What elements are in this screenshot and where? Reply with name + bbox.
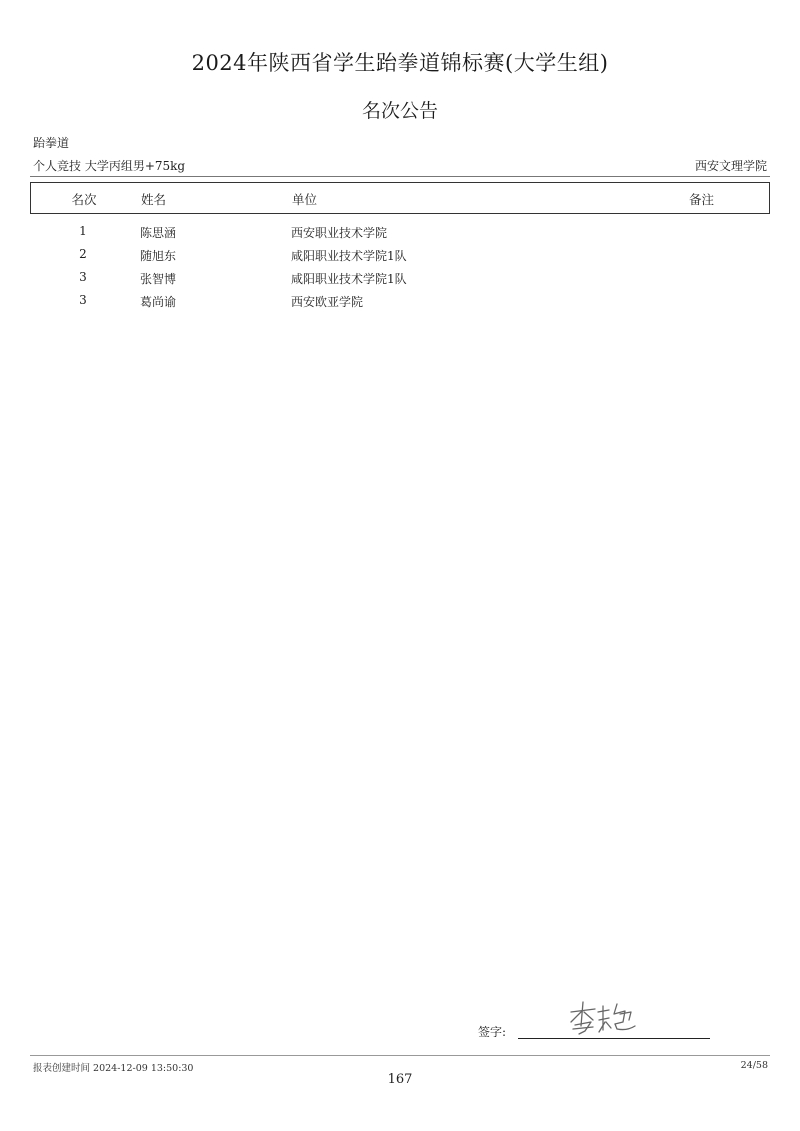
- name-cell: 葛尚谕: [140, 295, 177, 309]
- page-number: 167: [387, 1072, 413, 1087]
- rank-cell: 3: [79, 293, 87, 307]
- table-header: [30, 182, 770, 214]
- signature-line: [518, 1038, 710, 1039]
- event-label: 个人竞技 大学丙组男+75kg: [33, 159, 186, 173]
- signature-label: 签字:: [478, 1025, 507, 1039]
- unit-cell: 咸阳职业技术学院1队: [291, 272, 407, 286]
- table-row: [30, 247, 770, 271]
- unit-cell: 咸阳职业技术学院1队: [291, 249, 407, 263]
- table-row: [30, 270, 770, 294]
- page-count: 24/58: [740, 1060, 768, 1071]
- table-row: [30, 224, 770, 248]
- column-header-rank: 名次: [71, 192, 97, 207]
- rank-cell: 1: [79, 224, 87, 238]
- name-cell: 张智博: [140, 272, 177, 286]
- column-header-unit: 单位: [292, 192, 318, 207]
- table-row: [30, 293, 770, 317]
- rank-cell: 3: [79, 270, 87, 284]
- rank-cell: 2: [79, 247, 87, 261]
- unit-cell: 西安欧亚学院: [291, 295, 364, 309]
- host-label: 西安文理学院: [694, 159, 767, 173]
- handwritten-signature: [565, 998, 645, 1038]
- name-cell: 陈思涵: [140, 226, 177, 240]
- header-divider: [30, 176, 770, 177]
- column-header-note: 备注: [689, 192, 715, 207]
- sport-label: 跆拳道: [33, 136, 70, 150]
- report-created-time: 报表创建时间 2024-12-09 13:50:30: [33, 1063, 194, 1074]
- footer-divider: [30, 1055, 770, 1056]
- unit-cell: 西安职业技术学院: [291, 226, 388, 240]
- column-header-name: 姓名: [141, 192, 167, 207]
- document-subtitle: 名次公告: [361, 100, 438, 122]
- name-cell: 随旭东: [140, 249, 177, 263]
- document-title: 2024年陕西省学生跆拳道锦标赛(大学生组): [191, 51, 609, 75]
